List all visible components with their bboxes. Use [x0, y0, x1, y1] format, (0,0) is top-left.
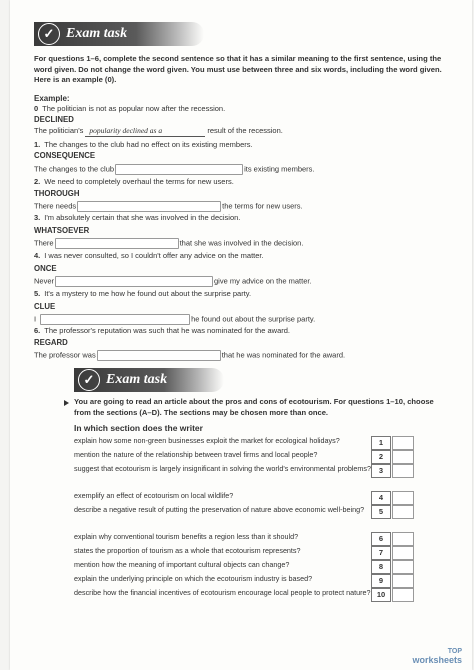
question-1-text: explain how some non-green businesses exploit the market for ecological holidays? [74, 436, 340, 445]
exam-task-title-1: Exam task [66, 26, 128, 41]
item-1-rewrite: The changes to the club its existing members. [34, 164, 315, 174]
item-3-sentence: 3. I'm absolutely certain that she was involved in the decision. [34, 213, 241, 222]
item-1-keyword: CONSEQUENCE [34, 151, 96, 160]
example-label: Example: [34, 94, 70, 103]
question-7-answer-box[interactable] [392, 546, 414, 560]
item-0-sentence: 0 The politician is not as popular now after the recession. [34, 104, 226, 113]
question-5-text: describe a negative result of putting the preservation of nature above economic well-being? [74, 505, 365, 514]
instructions-1: For questions 1–6, complete the second sentence so that it has a similar meaning to the first sentence, using the word given. Do not change the word given. You must use between three and six words, including the word given. Here is an example (0). [34, 54, 442, 84]
question-10-text: describe how the financial incentives of ecotourism encourage local people to protect nature? [74, 588, 371, 597]
item-3-keyword: WHATSOEVER [34, 226, 90, 235]
question-10-answer-box[interactable] [392, 588, 414, 602]
checkmark-icon: ✓ [38, 23, 60, 45]
item-5-rewrite: I he found out about the surprise party. [34, 314, 316, 324]
exam-task-title-2: Exam task [106, 372, 168, 387]
question-4-number: 4 [371, 491, 391, 505]
question-8-text: mention how the meaning of important cultural objects can change? [74, 560, 290, 569]
item-2-keyword: THOROUGH [34, 189, 80, 198]
question-8-answer-box[interactable] [392, 560, 414, 574]
answer-input-3[interactable] [55, 238, 179, 249]
bullet-triangle-icon [64, 400, 69, 406]
worksheet-page [10, 0, 472, 670]
question-3-number: 3 [371, 464, 391, 478]
question-4-text: exemplify an effect of ecotourism on local wildlife? [74, 491, 234, 500]
question-2-answer-box[interactable] [392, 450, 414, 464]
question-1-number: 1 [371, 436, 391, 450]
item-0-rewrite: The politician's popularity declined as a result of the recession. [34, 126, 283, 135]
question-9-answer-box[interactable] [392, 574, 414, 588]
item-4-sentence: 4. I was never consulted, so I couldn't offer any advice on the matter. [34, 251, 264, 260]
question-6-number: 6 [371, 532, 391, 546]
item-2-sentence: 2. We need to completely overhaul the terms for new users. [34, 177, 234, 186]
exam-task-banner-2 [74, 368, 224, 392]
question-10-number: 10 [371, 588, 391, 602]
question-8-number: 8 [371, 560, 391, 574]
item-3-rewrite: There that she was involved in the decision. [34, 238, 304, 248]
topworksheets-logo: TOP worksheets [412, 648, 462, 665]
question-5-answer-box[interactable] [392, 505, 414, 519]
instructions-2: You are going to read an article about the pros and cons of ecotourism. For questions 1–10, choose from the sections (A–D). The sections may be chosen more than once. [74, 397, 434, 417]
item-5-sentence: 5. It's a mystery to me how he found out about the surprise party. [34, 289, 252, 298]
item-2-rewrite: There needs the terms for new users. [34, 201, 303, 211]
checkmark-icon: ✓ [78, 369, 100, 391]
exam-task-banner-1 [34, 22, 204, 46]
section-subheading: In which section does the writer [74, 423, 203, 433]
item-6-keyword: REGARD [34, 338, 68, 347]
item-5-keyword: CLUE [34, 302, 56, 311]
question-2-text: mention the nature of the relationship between travel firms and local people? [74, 450, 318, 459]
question-2-number: 2 [371, 450, 391, 464]
answer-input-5[interactable] [40, 314, 190, 325]
question-7-text: states the proportion of tourism as a whole that ecotourism represents? [74, 546, 301, 555]
item-0-keyword: DECLINED [34, 115, 74, 124]
answer-input-1[interactable] [115, 164, 243, 175]
question-9-number: 9 [371, 574, 391, 588]
question-3-answer-box[interactable] [392, 464, 414, 478]
answer-input-6[interactable] [97, 350, 221, 361]
item-1-sentence: 1. The changes to the club had no effect on its existing members. [34, 140, 253, 149]
item-6-sentence: 6. The professor's reputation was such that he was nominated for the award. [34, 326, 290, 335]
question-6-answer-box[interactable] [392, 532, 414, 546]
question-9-text: explain the underlying principle on which the ecotourism industry is based? [74, 574, 313, 583]
question-4-answer-box[interactable] [392, 491, 414, 505]
question-3-text: suggest that ecotourism is largely insignificant in solving the world's environmental problems? [74, 464, 372, 473]
question-5-number: 5 [371, 505, 391, 519]
question-1-answer-box[interactable] [392, 436, 414, 450]
item-4-rewrite: Never give my advice on the matter. [34, 276, 312, 286]
question-6-text: explain why conventional tourism benefits a region less than it should? [74, 532, 299, 541]
item-6-rewrite: The professor was that he was nominated for the award. [34, 350, 346, 360]
example-answer: popularity declined as a [85, 126, 205, 137]
answer-input-4[interactable] [55, 276, 213, 287]
item-4-keyword: ONCE [34, 264, 57, 273]
question-7-number: 7 [371, 546, 391, 560]
answer-input-2[interactable] [77, 201, 221, 212]
